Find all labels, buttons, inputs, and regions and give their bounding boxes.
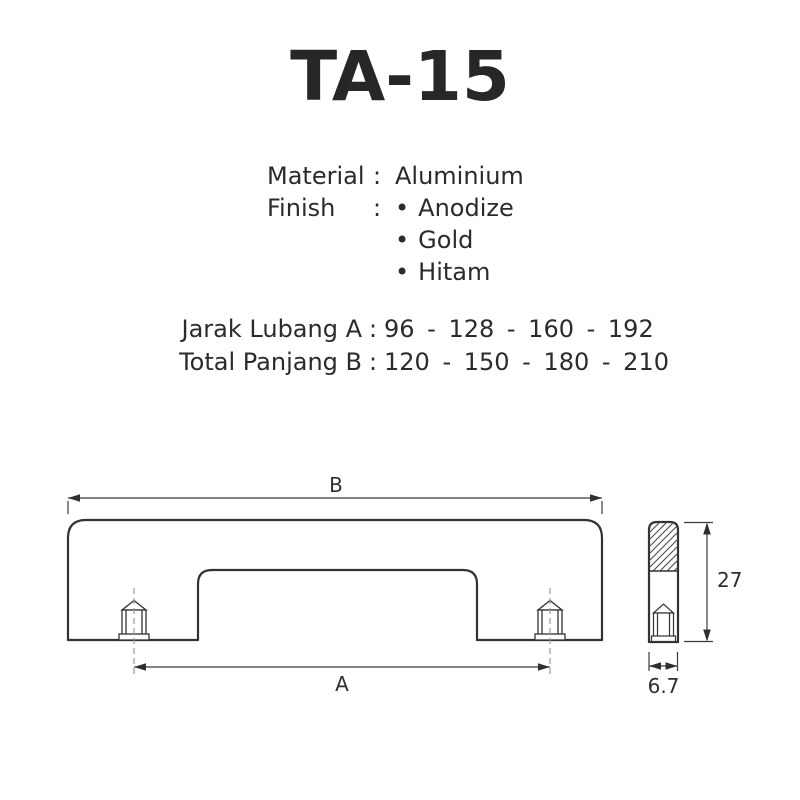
finish-option-anodize: Anodize — [418, 194, 514, 222]
arrow-right-icon — [538, 663, 550, 671]
bullet-icon: • — [395, 194, 410, 222]
page-title: TA-15 — [290, 37, 510, 117]
dimension-a — [134, 663, 550, 671]
dimension-height-value: 27 — [717, 568, 743, 592]
finish-label: Finish — [267, 194, 336, 222]
total-length-colon: : — [368, 348, 378, 376]
finish-option-hitam: Hitam — [418, 258, 491, 286]
total-length-row-label: Total Panjang B — [179, 348, 362, 376]
handle-outline — [68, 520, 602, 640]
dimension-b-label: B — [329, 473, 343, 497]
arrow-up-icon — [703, 523, 711, 535]
screw-flange — [652, 636, 676, 642]
finish-option-gold: Gold — [418, 226, 474, 254]
material-value: Aluminium — [395, 162, 524, 190]
arrow-left-icon — [68, 494, 80, 502]
arrow-left-icon — [649, 662, 661, 670]
arrow-right-icon — [590, 494, 602, 502]
arrow-down-icon — [703, 630, 711, 642]
dimension-a-label: A — [335, 672, 349, 696]
dimension-height — [684, 523, 713, 642]
finish-colon: : — [373, 194, 382, 222]
arrow-right-icon — [666, 662, 678, 670]
hole-distance-row-label: Jarak Lubang A — [181, 315, 362, 343]
hole-distance-colon: : — [368, 315, 378, 343]
dimension-thickness — [649, 652, 678, 671]
hole-distance-values: 96 - 128 - 160 - 192 — [384, 315, 654, 343]
dimension-thickness-value: 6.7 — [647, 674, 680, 698]
total-length-values: 120 - 150 - 180 - 210 — [384, 348, 669, 376]
material-colon: : — [373, 162, 382, 190]
bullet-icon: • — [395, 258, 410, 286]
dimension-b — [68, 494, 602, 514]
bullet-icon: • — [395, 226, 410, 254]
front-view — [68, 520, 602, 674]
arrow-left-icon — [134, 663, 146, 671]
material-label: Material — [267, 162, 365, 190]
